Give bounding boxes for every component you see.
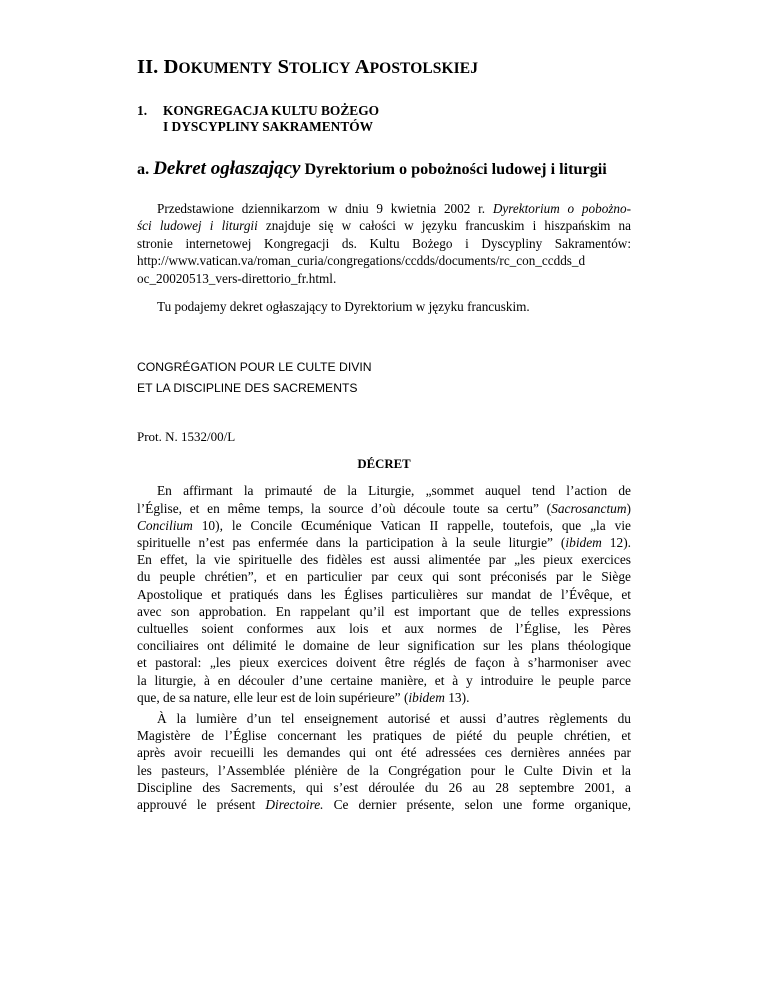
subsection-heading (137, 158, 631, 180)
section-number: 1. (137, 103, 148, 118)
intro-line: stronie internetowej Kongregacji ds. Kultu Bożego i Dyscypliny Sakramentów: (137, 235, 631, 251)
body-line: du peuple chrétien”, et en particulier par ceux qui sont préconisés par le Siège (137, 569, 631, 585)
intro-url-line: http://www.vatican.va/roman_curia/congregations/ccdds/documents/rc_con_ccdds_d (137, 253, 586, 269)
body-line: En effet, la vie spirituelle des fidèles est aussi alimentée par „les pieux exercices (137, 552, 631, 568)
body-line: après avoir recueilli les demandes qui ont été adressées ces dernières années par (137, 745, 631, 761)
body-line: Discipline des Sacrements, qui s’est déroulée du 26 au 28 septembre 2001, a (137, 779, 631, 795)
decree-title: DÉCRET (357, 457, 411, 472)
subsection-title: Dyrektorium o pobożności ludowej i liturgii (300, 160, 607, 178)
intro-line: Przedstawione dziennikarzom w dniu 9 kwietnia 2002 r. Dyrektorium o pobożno- (157, 201, 632, 216)
body-line: la liturgie, à en découler d’une certaine manière, et à y introduire le peuple parce (137, 672, 631, 688)
body-line: avec son approbation. En rappelant qu’il est important que de telles expressions (137, 603, 631, 619)
body-line: les pasteurs, l’Assemblée plénière de la Congrégation pour le Culte Divin et la (137, 762, 631, 778)
part-title-word-3: APOSTOLSKIEJ (354, 56, 479, 78)
body-line: En affirmant la primauté de la Liturgie, „sommet auquel tend l’action de (157, 483, 631, 499)
intro-paragraph (137, 200, 631, 287)
body-line: approuvé le présent Directoire. Ce dernier présente, selon une forme organique, (137, 797, 631, 813)
protocol-number: Prot. N. 1532/00/L (137, 429, 236, 445)
body-line: Apostolique et pratiqués dans les Églises particulières sur mandat de l’Évêque, et (137, 586, 631, 602)
body-line: À la lumière d’un tel enseignement autorisé et aussi d’autres règlements du (157, 711, 631, 727)
body-line: spirituelle n’est pas enfermée dans la participation à la seule liturgie” (ibidem 12). (137, 535, 631, 551)
body-line: Magistère de l’Église concernant les pratiques de piété du peuple chrétien, et (137, 728, 631, 744)
body-paragraph-2 (137, 710, 631, 813)
section-heading (137, 103, 631, 135)
subsection-letter: a. (137, 160, 150, 178)
subsection-italic: Dekret ogłaszający (153, 158, 301, 179)
part-title (137, 56, 631, 79)
intro-line: ści ludowej i liturgii znajduje się w całości w języku francuskim i hiszpańskim na (137, 218, 631, 234)
congregation-line-2: ET LA DISCIPLINE DES SACREMENTS (137, 381, 358, 396)
body-line: que, de sa nature, elle leur est de loin supérieure” (ibidem 13). (137, 689, 470, 705)
section-title-line-2: I DYSCYPLINY SAKRAMENTÓW (163, 119, 374, 134)
part-number: II. (137, 56, 159, 78)
body-line: cultuelles soient conformes aux lois et aux normes de l’Église, les Pères (137, 621, 631, 637)
intro-url-line: oc_20020513_vers-direttorio_fr.html. (137, 270, 337, 286)
part-title-word-1: DOKUMENTY (163, 56, 273, 78)
page (137, 56, 631, 813)
intro-note: Tu podajemy dekret ogłaszający to Dyrektorium w języku francuskim. (157, 299, 530, 315)
section-title-line-1: KONGREGACJA KULTU BOŻEGO (163, 103, 380, 118)
part-title-word-2: STOLICY (277, 56, 351, 78)
body-line: conciliaires ont délimité le domaine de leur signification sur les plans théologique (137, 638, 631, 654)
body-line: et pastoral: „les pieux exercices doivent être réglés de façon à s’harmoniser avec (137, 655, 631, 671)
body-line: l’Église, et en même temps, la source d’où découle toute sa certu” (Sacrosanctum) (137, 500, 631, 516)
body-line: Concilium 10), le Concile Œcuménique Vatican II rappelle, toutefois, que „la vie (137, 517, 631, 533)
decree-body (137, 482, 631, 813)
congregation-line-1: CONGRÉGATION POUR LE CULTE DIVIN (137, 360, 372, 375)
